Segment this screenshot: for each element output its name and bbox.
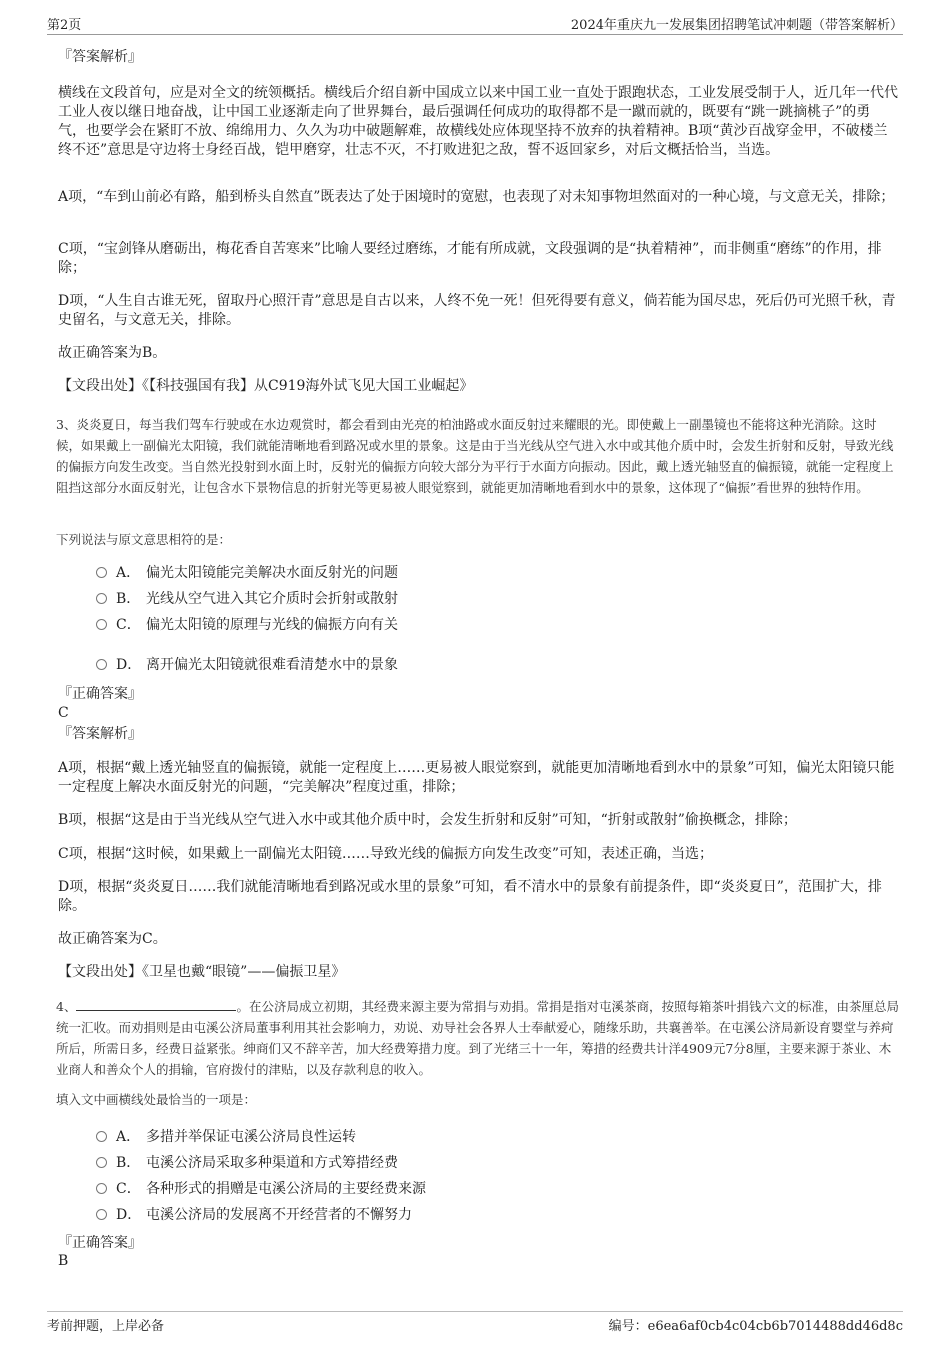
page-footer	[47, 1311, 903, 1336]
q3-answer-label: 『正确答案』	[58, 686, 142, 702]
radio-icon[interactable]	[96, 619, 107, 630]
radio-icon[interactable]	[96, 1157, 107, 1168]
q3-source: 【文段出处】《卫星也戴“眼镜”——偏振卫星》	[58, 964, 346, 980]
document-title: 2024年重庆九一发展集团招聘笔试冲刺题（带答案解析）	[570, 18, 903, 33]
q3-option-b[interactable]: B． 光线从空气进入其它介质时会折射或散射	[96, 589, 398, 609]
fill-in-blank	[76, 998, 236, 1011]
q3-stem: 3、炎炎夏日，每当我们驾车行驶或在水边观赏时，都会看到由光亮的柏油路或水面反射过来耀眼的光。即使戴上一副墨镜也不能将这种光消除。这时候，如果戴上一副偏光太阳镜，我们就能清晰地看到路况或水里的景象。这是由于当光线从空气进入水中或其他介质中时，会发生折射和反射，导致光线的偏振方向发生改变。当自然光投射到水面上时，反射光的偏振方向较大部分为平行于水面方向振动。因此，戴上透光轴竖直的偏振镜，就能一定程度上阻挡这部分水面反射光，让包含水下景物信息的折射光等更易被人眼觉察到，就能更加清晰地看到水中的景象，这体现了“偏振”看世界的独特作用。	[56, 417, 894, 495]
q3-option-d-analysis: D项，根据“炎炎夏日……我们就能清晰地看到路况或水里的景象”可知，看不清水中的景象有前提条件，即“炎炎夏日”，范围扩大，排除。	[58, 879, 882, 914]
q2-conclusion: 故正确答案为B。	[58, 345, 167, 361]
radio-icon[interactable]	[96, 1131, 107, 1142]
q2-option-d-analysis: D项，“人生自古谁无死，留取丹心照汗青”意思是自古以来，人终不免一死！但死得要有意义，倘若能为国尽忠，死后仍可光照千秋，青史留名，与文意无关，排除。	[58, 293, 896, 328]
q3-option-d[interactable]: D． 离开偏光太阳镜就很难看清楚水中的景象	[96, 655, 398, 675]
q4-option-c[interactable]: C． 各种形式的捐赠是屯溪公济局的主要经费来源	[96, 1179, 426, 1199]
radio-icon[interactable]	[96, 1183, 107, 1194]
page-number: 第2页	[47, 18, 82, 33]
q3-option-a[interactable]: A． 偏光太阳镜能完美解决水面反射光的问题	[96, 563, 398, 583]
q4-answer: B	[58, 1253, 69, 1269]
footer-slogan: 考前押题，上岸必备	[47, 1319, 165, 1334]
q3-answer: C	[58, 705, 69, 721]
q3-option-a-analysis: A项，根据“戴上透光轴竖直的偏振镜，就能一定程度上……更易被人眼觉察到，就能更加清晰地看到水中的景象”可知，偏光太阳镜只能一定程度上解决水面反射光的问题，“完美解决”程度过重，排除；	[58, 760, 895, 795]
q2-analysis-text: 横线在文段首句，应是对全文的统领概括。横线后介绍自新中国成立以来中国工业一直处于跟跑状态，工业发展受制于人，近几年一代代工业人夜以继日地奋战，让中国工业逐渐走向了世界舞台，最后强调任何成功的取得都不是一蹴而就的，既要有“跳一跳摘桃子”的勇气，也要学会在紧盯不放、绵绵用力、久久为功中破题解难，故横线处应体现坚持不放弃的执着精神。B项“黄沙百战穿金甲，不破楼兰终不还”意思是守边将士身经百战，铠甲磨穿，壮志不灭，不打败进犯之敌，誓不返回家乡，对后文概括恰当，当选。	[58, 85, 898, 158]
q3-option-b-analysis: B项，根据“这是由于当光线从空气进入水中或其他介质中时，会发生折射和反射”可知，“折射或散射”偷换概念，排除；	[58, 812, 797, 828]
q4-option-d[interactable]: D． 屯溪公济局的发展离不开经营者的不懈努力	[96, 1205, 412, 1225]
q2-option-c-analysis: C项，“宝剑锋从磨砺出，梅花香自苦寒来”比喻人要经过磨练，才能有所成就，文段强调的是“执着精神”，而非侧重“磨练”的作用，排除；	[58, 241, 882, 276]
q3-option-c[interactable]: C． 偏光太阳镜的原理与光线的偏振方向有关	[96, 615, 398, 635]
q2-option-a-analysis: A项，“车到山前必有路，船到桥头自然直”既表达了处于困境时的宽慰，也表现了对未知事物坦然面对的一种心境，与文意无关，排除；	[58, 189, 895, 205]
q4-option-b[interactable]: B． 屯溪公济局采取多种渠道和方式筹措经费	[96, 1153, 398, 1173]
q4-option-a[interactable]: A． 多措并举保证屯溪公济局良性运转	[96, 1127, 356, 1147]
document-id: 编号：e6ea6af0cb4c04cb6b7014488dd46d8c	[608, 1319, 903, 1334]
q2-source: 【文段出处】《【科技强国有我】从C919海外试飞见大国工业崛起》	[58, 378, 474, 394]
radio-icon[interactable]	[96, 1209, 107, 1220]
q3-analysis-label: 『答案解析』	[58, 726, 142, 742]
radio-icon[interactable]	[96, 593, 107, 604]
q4-prompt: 填入文中画横线处最恰当的一项是：	[56, 1092, 257, 1107]
radio-icon[interactable]	[96, 567, 107, 578]
q3-prompt: 下列说法与原文意思相符的是：	[56, 532, 232, 547]
q3-conclusion: 故正确答案为C。	[58, 931, 167, 947]
q4-stem: 4、 。在公济局成立初期，其经费来源主要为常捐与劝捐。常捐是指对屯溪茶商，按照每箱茶叶捐钱六文的标准，由茶厘总局统一汇收。而劝捐则是由屯溪公济局董事利用其社会影响力，劝说、劝导社会各界人士奉献爱心，随缘乐助，共襄善举。在屯溪公济局新设育婴堂与养疴所后，所需日多，经费日益紧张。绅商们又不辞辛苦，加大经费筹措力度。到了光绪三十一年，筹措的经费共计洋4909元7分8厘，主要来源于茶业、木业商人和善众个人的捐输，官府拨付的津贴，以及存款利息的收入。	[56, 999, 899, 1077]
q3-option-c-analysis: C项，根据“这时候，如果戴上一副偏光太阳镜……导致光线的偏振方向发生改变”可知，表述正确，当选；	[58, 846, 714, 862]
q2-analysis-label: 『答案解析』	[58, 49, 142, 65]
radio-icon[interactable]	[96, 659, 107, 670]
page-header	[47, 14, 903, 35]
q4-answer-label: 『正确答案』	[58, 1235, 142, 1251]
